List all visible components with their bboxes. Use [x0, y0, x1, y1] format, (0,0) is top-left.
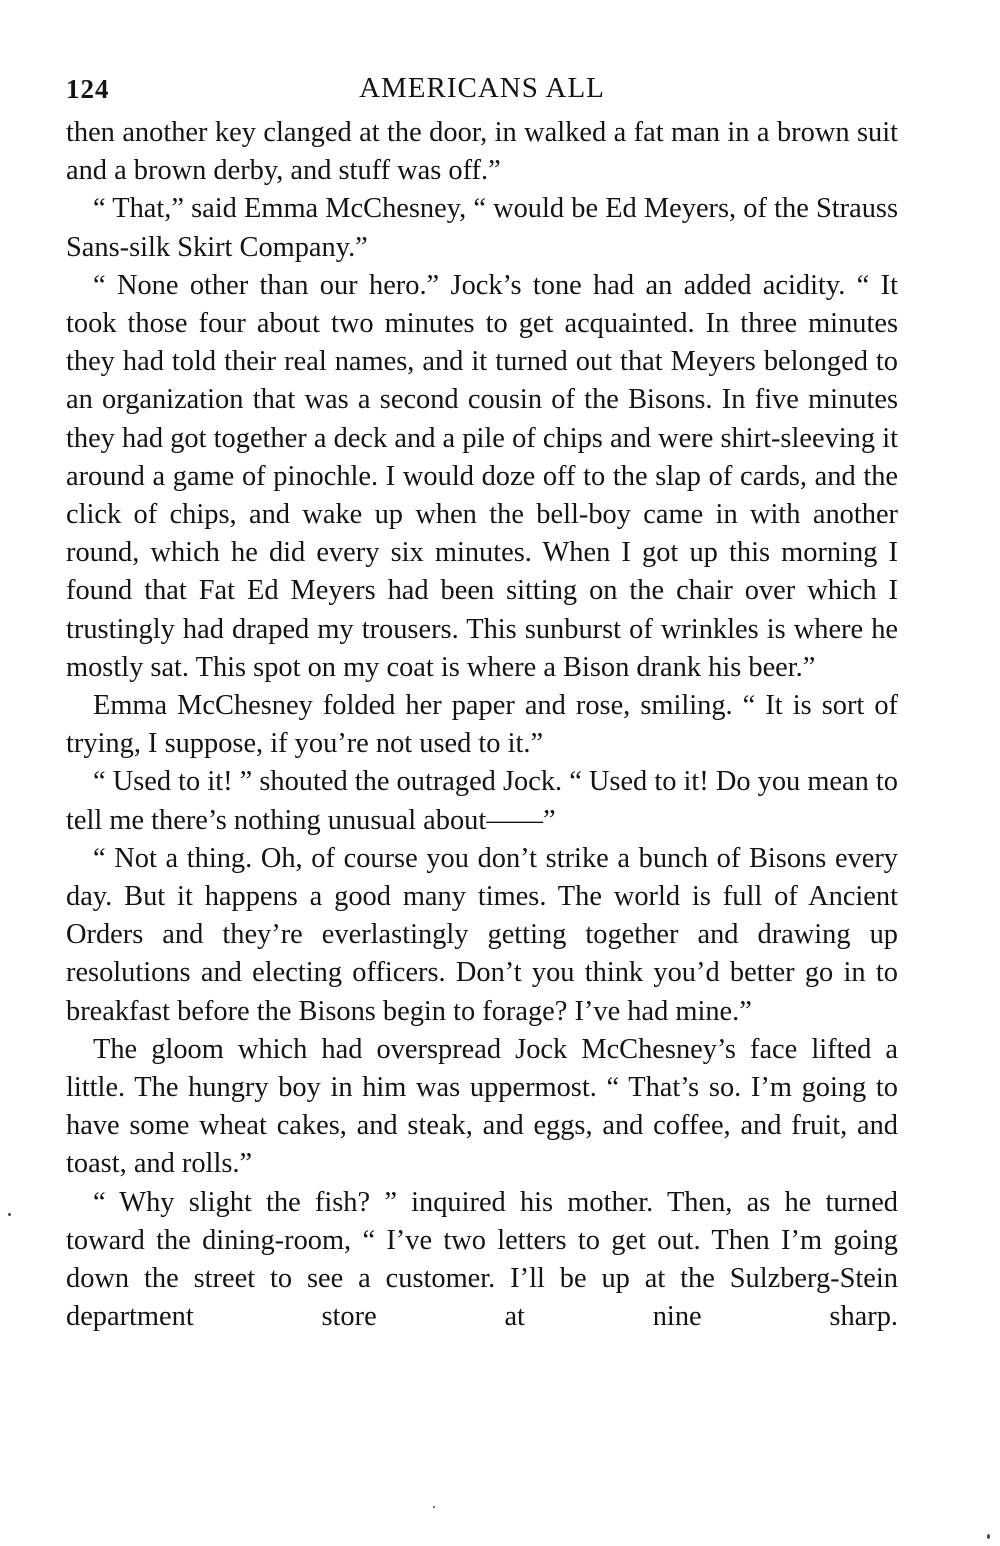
running-title: AMERICANS ALL: [359, 72, 605, 104]
page-content: [66, 72, 898, 1337]
body-text: [66, 114, 898, 1337]
scan-speck: [8, 1213, 11, 1216]
paragraph: “ None other than our hero.” Jock’s tone had an added acidity. “ It took those four about two minutes to get acquainted. In three minutes they had told their real names, and it turned out that Meyers belonged to an organization that was a second cousin of the Bisons. In five minutes they had got together a deck and a pile of chips and were shirt-sleeving it around a game of pinochle. I would doze off to the slap of cards, and the click of chips, and wake up when the bell-boy came in with another round, which he did every six minutes. When I got up this morning I found that Fat Ed Meyers had been sitting on the chair over which I trustingly had draped my trousers. This sunburst of wrinkles is where he mostly sat. This spot on my coat is where a Bison drank his beer.”: [66, 269, 898, 683]
scan-speck: [987, 1534, 990, 1539]
paragraph: “ Not a thing. Oh, of course you don’t strike a bunch of Bisons every day. But it happens a good many times. The world is full of Ancient Orders and they’re everlastingly getting together and drawing up resolutions and electing officers. Don’t you think you’d better go in to breakfast before the Bisons begin to forage? I’ve had mine.”: [66, 842, 898, 1027]
paragraph: Emma McChesney folded her paper and rose, smiling. “ It is sort of trying, I suppose, if you’re not used to it.”: [66, 690, 898, 760]
scan-speck: [433, 1506, 435, 1508]
page-header: [66, 72, 898, 112]
paragraph: “ Used to it! ” shouted the outraged Jock. “ Used to it! Do you mean to tell me there’s nothing unusual about——”: [66, 766, 899, 836]
paragraph: “ That,” said Emma McChesney, “ would be Ed Meyers, of the Strauss Sans-silk Skirt Company.”: [66, 193, 898, 263]
paragraph: then another key clanged at the door, in walked a fat man in a brown suit and a brown derby, and stuff was off.”: [66, 117, 898, 187]
page-number: 124: [66, 74, 110, 104]
paragraph: The gloom which had overspread Jock McChesney’s face lifted a little. The hungry boy in him was uppermost. “ That’s so. I’m going to have some wheat cakes, and steak, and eggs, and coffee, and fruit, and toast, and rolls.”: [66, 1033, 898, 1180]
paragraph: “ Why slight the fish? ” inquired his mother. Then, as he turned toward the dining-room, “ I’ve two letters to get out. Then I’m going down the street to see a customer. I’ll be up at the Sulzberg-Stein department store at nine sharp.: [66, 1186, 898, 1333]
